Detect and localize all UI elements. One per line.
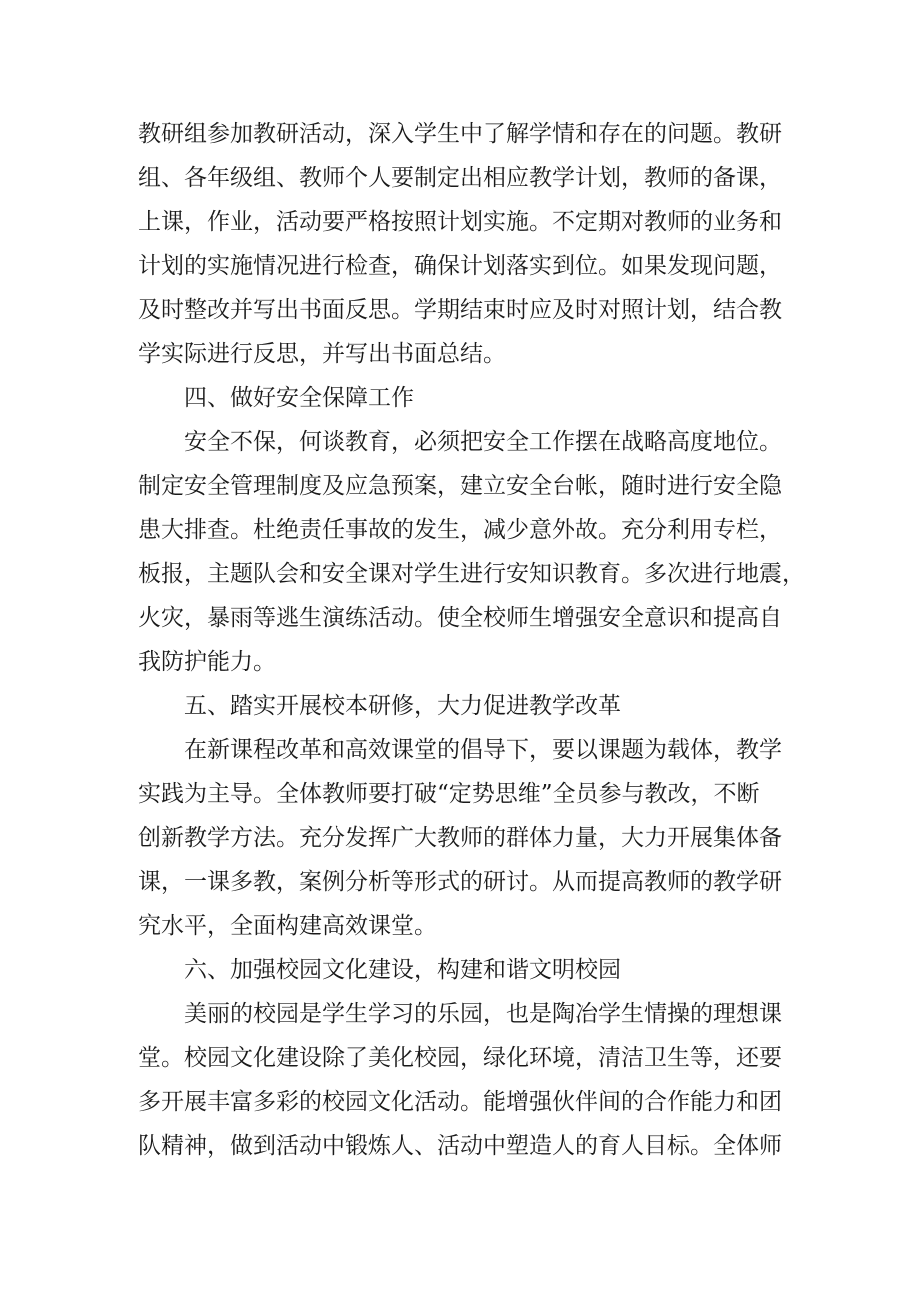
- paragraph-line: 火灾，暴雨等逃生演练活动。使全校师生增强安全意识和提高自: [138, 605, 782, 631]
- paragraph-line: 究水平，全面构建高效课堂。: [138, 913, 437, 939]
- paragraph-line: 学实际进行反思，并写出书面总结。: [138, 341, 506, 367]
- paragraph-line: 板报，主题队会和安全课对学生进行安知识教育。多次进行地震，: [138, 561, 805, 587]
- paragraph-line: 组、各年级组、教师个人要制定出相应教学计划，教师的备课，: [138, 165, 782, 191]
- paragraph-line: 美丽的校园是学生学习的乐园，也是陶冶学生情操的理想课: [184, 1001, 782, 1027]
- paragraph-line: 制定安全管理制度及应急预案，建立安全台帐，随时进行安全隐: [138, 473, 782, 499]
- paragraph-line: 计划的实施情况进行检查，确保计划落实到位。如果发现问题，: [138, 253, 782, 279]
- section-heading: 五、踏实开展校本研修，大力促进教学改革: [184, 693, 621, 719]
- section-heading: 四、做好安全保障工作: [184, 385, 414, 411]
- paragraph-line: 教研组参加教研活动，深入学生中了解学情和存在的问题。教研: [138, 121, 782, 147]
- paragraph-line: 多开展丰富多彩的校园文化活动。能增强伙伴间的合作能力和团: [138, 1089, 782, 1115]
- paragraph-line: 安全不保，何谈教育，必须把安全工作摆在战略高度地位。: [184, 429, 782, 455]
- paragraph-line: 及时整改并写出书面反思。学期结束时应及时对照计划，结合教: [138, 297, 782, 323]
- paragraph-line: 课，一课多教，案例分析等形式的研讨。从而提高教师的教学研: [138, 869, 782, 895]
- paragraph-line: 我防护能力。: [138, 649, 276, 675]
- section-heading: 六、加强校园文化建设，构建和谐文明校园: [184, 957, 621, 983]
- paragraph-line: 队精神，做到活动中锻炼人、活动中塑造人的育人目标。全体师: [138, 1133, 782, 1159]
- paragraph-line: 在新课程改革和高效课堂的倡导下，要以课题为载体，教学: [184, 737, 782, 763]
- paragraph-line: 创新教学方法。充分发挥广大教师的群体力量，大力开展集体备: [138, 825, 782, 851]
- paragraph-line: 患大排查。杜绝责任事故的发生，减少意外故。充分利用专栏，: [138, 517, 782, 543]
- paragraph-line: 堂。校园文化建设除了美化校园，绿化环境，清洁卫生等，还要: [138, 1045, 782, 1071]
- paragraph-line: 上课，作业，活动要严格按照计划实施。不定期对教师的业务和: [138, 209, 782, 235]
- paragraph-line: 实践为主导。全体教师要打破“定势思维”全员参与教改，不断: [138, 781, 760, 807]
